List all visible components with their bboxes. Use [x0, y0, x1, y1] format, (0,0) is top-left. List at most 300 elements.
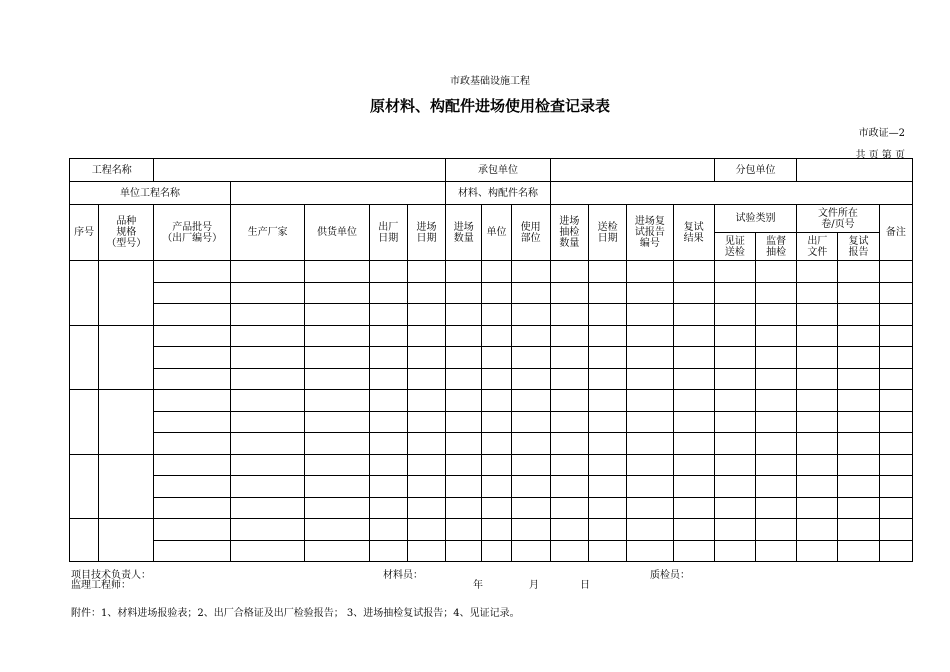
contractor-label: 承包单位 — [446, 159, 551, 182]
data-cell[interactable] — [627, 325, 673, 347]
data-cell[interactable] — [879, 433, 912, 455]
data-cell[interactable] — [407, 454, 445, 476]
data-cell[interactable] — [482, 540, 511, 562]
col-batch: 产品批号 （出厂编号） — [154, 205, 230, 261]
data-cell[interactable] — [511, 261, 550, 283]
data-cell[interactable] — [369, 540, 407, 562]
data-cell[interactable] — [627, 261, 673, 283]
page-subtitle: 市政基础设施工程 — [450, 76, 530, 87]
data-cell[interactable] — [589, 282, 627, 304]
table-row — [70, 411, 913, 433]
data-cell[interactable] — [446, 261, 482, 283]
data-cell[interactable] — [714, 304, 755, 326]
data-cell[interactable] — [797, 433, 838, 455]
data-cell[interactable] — [511, 497, 550, 519]
data-cell[interactable] — [797, 347, 838, 369]
table-row — [70, 476, 913, 498]
data-cell[interactable] — [673, 497, 714, 519]
data-cell[interactable] — [755, 454, 796, 476]
data-cell[interactable] — [627, 497, 673, 519]
data-cell[interactable] — [838, 476, 879, 498]
data-cell[interactable] — [879, 368, 912, 390]
data-cell[interactable] — [230, 411, 304, 433]
col-in-date: 进场 日期 — [407, 205, 445, 261]
date-year: 年 — [473, 580, 483, 591]
data-cell[interactable] — [714, 476, 755, 498]
data-cell[interactable] — [305, 497, 369, 519]
data-cell[interactable] — [446, 519, 482, 541]
data-cell[interactable] — [482, 519, 511, 541]
data-cell[interactable] — [154, 497, 230, 519]
data-cell[interactable] — [879, 390, 912, 412]
data-cell[interactable] — [838, 304, 879, 326]
data-cell[interactable] — [838, 347, 879, 369]
data-cell[interactable] — [446, 476, 482, 498]
data-cell[interactable] — [550, 368, 588, 390]
data-cell[interactable] — [230, 433, 304, 455]
data-cell[interactable] — [407, 411, 445, 433]
data-cell[interactable] — [407, 540, 445, 562]
data-cell[interactable] — [369, 261, 407, 283]
data-cell[interactable] — [589, 519, 627, 541]
data-cell[interactable] — [550, 390, 588, 412]
data-cell[interactable] — [673, 390, 714, 412]
col-sample-qty: 进场 抽检 数量 — [550, 205, 588, 261]
data-cell[interactable] — [879, 497, 912, 519]
data-cell[interactable] — [482, 282, 511, 304]
data-cell[interactable] — [511, 433, 550, 455]
tech-lead-label: 项目技术负责人： — [71, 570, 151, 581]
data-cell[interactable] — [755, 347, 796, 369]
data-cell[interactable] — [369, 454, 407, 476]
data-cell[interactable] — [446, 390, 482, 412]
data-cell[interactable] — [369, 304, 407, 326]
data-cell[interactable] — [589, 368, 627, 390]
data-cell[interactable] — [755, 261, 796, 283]
data-cell[interactable] — [154, 368, 230, 390]
data-cell[interactable] — [797, 476, 838, 498]
data-cell[interactable] — [838, 390, 879, 412]
data-cell[interactable] — [714, 411, 755, 433]
table-row — [70, 540, 913, 562]
col-test-supervise: 监督 抽检 — [755, 233, 796, 261]
data-cell[interactable] — [673, 304, 714, 326]
data-cell[interactable] — [230, 454, 304, 476]
data-cell[interactable] — [230, 390, 304, 412]
data-cell[interactable] — [305, 411, 369, 433]
data-cell[interactable] — [714, 282, 755, 304]
data-cell[interactable] — [407, 282, 445, 304]
data-cell[interactable] — [673, 261, 714, 283]
data-cell[interactable] — [511, 368, 550, 390]
data-cell[interactable] — [714, 390, 755, 412]
data-cell[interactable] — [627, 368, 673, 390]
data-cell[interactable] — [407, 433, 445, 455]
data-cell[interactable] — [755, 325, 796, 347]
data-cell[interactable] — [511, 304, 550, 326]
data-cell[interactable] — [673, 519, 714, 541]
data-cell[interactable] — [154, 454, 230, 476]
data-cell[interactable] — [482, 368, 511, 390]
data-cell[interactable] — [369, 282, 407, 304]
seq-cell[interactable] — [70, 261, 99, 326]
data-cell[interactable] — [797, 368, 838, 390]
variety-cell[interactable] — [99, 261, 154, 326]
data-cell[interactable] — [627, 282, 673, 304]
data-cell[interactable] — [230, 325, 304, 347]
col-send-date: 送检 日期 — [589, 205, 627, 261]
data-cell[interactable] — [838, 368, 879, 390]
data-cell[interactable] — [482, 433, 511, 455]
data-cell[interactable] — [879, 454, 912, 476]
data-cell[interactable] — [673, 454, 714, 476]
data-cell[interactable] — [797, 282, 838, 304]
data-cell[interactable] — [797, 540, 838, 562]
data-cell[interactable] — [446, 304, 482, 326]
data-cell[interactable] — [482, 497, 511, 519]
data-cell[interactable] — [673, 368, 714, 390]
data-cell[interactable] — [482, 411, 511, 433]
data-cell[interactable] — [714, 368, 755, 390]
table-row — [70, 347, 913, 369]
data-cell[interactable] — [550, 347, 588, 369]
data-cell[interactable] — [627, 390, 673, 412]
page-counter: 共 页 第 页 — [855, 150, 905, 161]
inspector-label: 质检员： — [650, 570, 690, 581]
data-cell[interactable] — [550, 476, 588, 498]
data-cell[interactable] — [305, 454, 369, 476]
variety-cell[interactable] — [99, 325, 154, 390]
data-cell[interactable] — [838, 433, 879, 455]
data-cell[interactable] — [627, 347, 673, 369]
data-cell[interactable] — [879, 325, 912, 347]
data-cell[interactable] — [369, 347, 407, 369]
data-cell[interactable] — [511, 347, 550, 369]
data-cell[interactable] — [305, 476, 369, 498]
data-cell[interactable] — [550, 261, 588, 283]
data-cell[interactable] — [446, 347, 482, 369]
data-cell[interactable] — [550, 325, 588, 347]
data-cell[interactable] — [673, 540, 714, 562]
variety-cell[interactable] — [99, 454, 154, 519]
data-cell[interactable] — [755, 476, 796, 498]
data-cell[interactable] — [838, 540, 879, 562]
data-cell[interactable] — [482, 304, 511, 326]
data-cell[interactable] — [407, 261, 445, 283]
data-cell[interactable] — [369, 433, 407, 455]
col-seq: 序号 — [70, 205, 99, 261]
data-cell[interactable] — [305, 261, 369, 283]
data-cell[interactable] — [589, 261, 627, 283]
data-cell[interactable] — [589, 476, 627, 498]
data-cell[interactable] — [714, 433, 755, 455]
data-cell[interactable] — [879, 476, 912, 498]
data-cell[interactable] — [550, 540, 588, 562]
data-cell[interactable] — [407, 325, 445, 347]
table-row — [70, 282, 913, 304]
data-cell[interactable] — [755, 433, 796, 455]
data-cell[interactable] — [755, 540, 796, 562]
data-cell[interactable] — [369, 390, 407, 412]
data-cell[interactable] — [838, 454, 879, 476]
data-cell[interactable] — [154, 261, 230, 283]
data-cell[interactable] — [230, 282, 304, 304]
subcontractor-value[interactable] — [797, 159, 913, 182]
data-cell[interactable] — [755, 497, 796, 519]
col-out-date: 出厂 日期 — [369, 205, 407, 261]
data-cell[interactable] — [230, 519, 304, 541]
data-cell[interactable] — [879, 347, 912, 369]
data-cell[interactable] — [305, 347, 369, 369]
data-cell[interactable] — [154, 282, 230, 304]
table-row — [70, 261, 913, 283]
data-cell[interactable] — [550, 304, 588, 326]
data-cell[interactable] — [230, 497, 304, 519]
data-cell[interactable] — [369, 476, 407, 498]
data-cell[interactable] — [154, 411, 230, 433]
data-cell[interactable] — [589, 390, 627, 412]
data-cell[interactable] — [797, 497, 838, 519]
data-cell[interactable] — [154, 519, 230, 541]
data-cell[interactable] — [305, 325, 369, 347]
data-cell[interactable] — [589, 540, 627, 562]
data-cell[interactable] — [550, 282, 588, 304]
data-cell[interactable] — [673, 411, 714, 433]
data-cell[interactable] — [407, 476, 445, 498]
data-cell[interactable] — [407, 304, 445, 326]
data-cell[interactable] — [446, 411, 482, 433]
variety-cell[interactable] — [99, 390, 154, 455]
data-cell[interactable] — [446, 433, 482, 455]
data-cell[interactable] — [305, 540, 369, 562]
data-cell[interactable] — [305, 519, 369, 541]
data-cell[interactable] — [482, 390, 511, 412]
data-cell[interactable] — [879, 411, 912, 433]
data-cell[interactable] — [511, 390, 550, 412]
data-cell[interactable] — [482, 347, 511, 369]
date-month: 月 — [529, 580, 539, 591]
data-cell[interactable] — [305, 304, 369, 326]
data-cell[interactable] — [305, 282, 369, 304]
data-cell[interactable] — [407, 347, 445, 369]
data-cell[interactable] — [154, 304, 230, 326]
data-cell[interactable] — [369, 368, 407, 390]
data-cell[interactable] — [511, 519, 550, 541]
col-file-factory: 出厂 文件 — [797, 233, 838, 261]
data-cell[interactable] — [550, 433, 588, 455]
table-row — [70, 497, 913, 519]
data-cell[interactable] — [550, 519, 588, 541]
data-cell[interactable] — [755, 519, 796, 541]
data-cell[interactable] — [230, 261, 304, 283]
data-cell[interactable] — [879, 304, 912, 326]
data-cell[interactable] — [230, 476, 304, 498]
data-cell[interactable] — [755, 304, 796, 326]
data-cell[interactable] — [550, 411, 588, 433]
data-cell[interactable] — [627, 476, 673, 498]
seq-cell[interactable] — [70, 325, 99, 390]
data-cell[interactable] — [797, 390, 838, 412]
data-cell[interactable] — [755, 390, 796, 412]
data-cell[interactable] — [673, 476, 714, 498]
data-cell[interactable] — [154, 347, 230, 369]
data-cell[interactable] — [627, 519, 673, 541]
data-cell[interactable] — [407, 519, 445, 541]
table-row — [70, 325, 913, 347]
seq-cell[interactable] — [70, 454, 99, 519]
data-cell[interactable] — [797, 411, 838, 433]
col-remark: 备注 — [879, 205, 912, 261]
data-cell[interactable] — [511, 411, 550, 433]
data-cell[interactable] — [511, 282, 550, 304]
table-row — [70, 368, 913, 390]
page-title: 原材料、构配件进场使用检查记录表 — [369, 97, 610, 115]
unit-project-value[interactable] — [230, 182, 445, 205]
data-cell[interactable] — [154, 540, 230, 562]
data-cell[interactable] — [673, 282, 714, 304]
table-row — [70, 433, 913, 455]
data-cell[interactable] — [369, 497, 407, 519]
data-cell[interactable] — [550, 497, 588, 519]
data-cell[interactable] — [714, 497, 755, 519]
data-cell[interactable] — [589, 411, 627, 433]
col-in-qty: 进场 数量 — [446, 205, 482, 261]
data-cell[interactable] — [589, 433, 627, 455]
data-cell[interactable] — [797, 304, 838, 326]
data-cell[interactable] — [627, 540, 673, 562]
data-cell[interactable] — [230, 347, 304, 369]
data-cell[interactable] — [550, 454, 588, 476]
data-cell[interactable] — [879, 282, 912, 304]
col-file-location: 文件所在 卷/页号 — [797, 205, 879, 233]
col-variety: 品种 规格 （型号） — [99, 205, 154, 261]
data-cell[interactable] — [673, 433, 714, 455]
data-cell[interactable] — [305, 433, 369, 455]
date-day: 日 — [580, 580, 590, 591]
data-cell[interactable] — [511, 476, 550, 498]
data-cell[interactable] — [673, 325, 714, 347]
data-cell[interactable] — [482, 325, 511, 347]
data-cell[interactable] — [714, 519, 755, 541]
data-cell[interactable] — [838, 325, 879, 347]
data-cell[interactable] — [482, 454, 511, 476]
data-cell[interactable] — [446, 368, 482, 390]
data-cell[interactable] — [879, 519, 912, 541]
data-cell[interactable] — [482, 261, 511, 283]
col-unit: 单位 — [482, 205, 511, 261]
data-cell[interactable] — [714, 347, 755, 369]
data-cell[interactable] — [511, 325, 550, 347]
data-cell[interactable] — [369, 411, 407, 433]
data-cell[interactable] — [755, 282, 796, 304]
data-cell[interactable] — [305, 390, 369, 412]
data-cell[interactable] — [797, 261, 838, 283]
data-cell[interactable] — [230, 540, 304, 562]
data-cell[interactable] — [407, 390, 445, 412]
variety-cell[interactable] — [99, 519, 154, 562]
data-cell[interactable] — [446, 325, 482, 347]
data-cell[interactable] — [154, 433, 230, 455]
subcontractor-label: 分包单位 — [714, 159, 796, 182]
data-cell[interactable] — [589, 497, 627, 519]
data-cell[interactable] — [305, 368, 369, 390]
col-maker: 生产厂家 — [230, 205, 304, 261]
data-cell[interactable] — [446, 282, 482, 304]
data-cell[interactable] — [230, 304, 304, 326]
data-cell[interactable] — [407, 497, 445, 519]
material-name-value[interactable] — [550, 182, 912, 205]
record-table — [69, 158, 913, 562]
project-name-value[interactable] — [154, 159, 446, 182]
data-cell[interactable] — [714, 261, 755, 283]
data-cell[interactable] — [838, 411, 879, 433]
seq-cell[interactable] — [70, 519, 99, 562]
data-cell[interactable] — [446, 454, 482, 476]
data-cell[interactable] — [627, 454, 673, 476]
data-cell[interactable] — [838, 497, 879, 519]
data-cell[interactable] — [879, 261, 912, 283]
project-name-label: 工程名称 — [70, 159, 154, 182]
data-cell[interactable] — [714, 325, 755, 347]
data-cell[interactable] — [627, 433, 673, 455]
data-rows — [70, 261, 913, 562]
col-result: 复试 结果 — [673, 205, 714, 261]
data-cell[interactable] — [154, 476, 230, 498]
data-cell[interactable] — [589, 454, 627, 476]
data-cell[interactable] — [369, 519, 407, 541]
data-cell[interactable] — [589, 325, 627, 347]
data-cell[interactable] — [714, 540, 755, 562]
col-test-witness: 见证 送检 — [714, 233, 755, 261]
data-cell[interactable] — [838, 282, 879, 304]
data-cell[interactable] — [838, 261, 879, 283]
data-cell[interactable] — [446, 497, 482, 519]
data-cell[interactable] — [673, 347, 714, 369]
seq-cell[interactable] — [70, 390, 99, 455]
data-cell[interactable] — [589, 347, 627, 369]
data-cell[interactable] — [627, 411, 673, 433]
data-cell[interactable] — [154, 325, 230, 347]
attachments-note: 附件：1、材料进场报验表；2、出厂合格证及出厂检验报告； 3、进场抽检复试报告；4、见证记录。 — [71, 608, 520, 619]
data-cell[interactable] — [511, 540, 550, 562]
table-row — [70, 519, 913, 541]
data-cell[interactable] — [154, 390, 230, 412]
data-cell[interactable] — [482, 476, 511, 498]
table-row — [70, 304, 913, 326]
data-cell[interactable] — [755, 368, 796, 390]
material-name-label: 材料、构配件名称 — [446, 182, 551, 205]
table-row — [70, 454, 913, 476]
data-cell[interactable] — [511, 454, 550, 476]
data-cell[interactable] — [797, 454, 838, 476]
data-cell[interactable] — [797, 519, 838, 541]
data-cell[interactable] — [838, 519, 879, 541]
data-cell[interactable] — [369, 325, 407, 347]
form-code: 市政证—2 — [858, 128, 905, 139]
col-file-report: 复试 报告 — [838, 233, 879, 261]
data-cell[interactable] — [627, 304, 673, 326]
data-cell[interactable] — [879, 540, 912, 562]
data-cell[interactable] — [446, 540, 482, 562]
data-cell[interactable] — [230, 368, 304, 390]
info-row-1 — [70, 159, 913, 182]
data-cell[interactable] — [589, 304, 627, 326]
data-cell[interactable] — [797, 325, 838, 347]
contractor-value[interactable] — [550, 159, 714, 182]
data-cell[interactable] — [407, 368, 445, 390]
data-cell[interactable] — [755, 411, 796, 433]
data-cell[interactable] — [714, 454, 755, 476]
